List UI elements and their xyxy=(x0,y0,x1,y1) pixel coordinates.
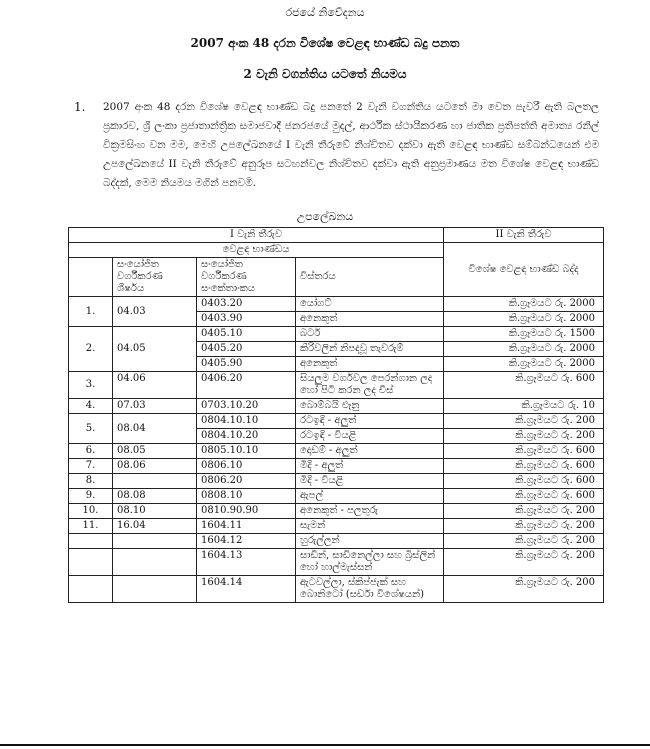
hs-heading xyxy=(113,549,197,576)
hs-heading-header: සංයෝජිත වර්ගීකරණ ශීර්ෂය xyxy=(113,258,197,297)
hs-code: 1604.14 xyxy=(197,576,296,603)
table-row xyxy=(69,504,604,519)
schedule-table xyxy=(68,227,604,603)
annex-title: උපලේඛනය xyxy=(296,210,354,223)
hs-heading: 04.06 xyxy=(113,372,197,399)
column-1-header: I වැනි තීරුව xyxy=(69,228,444,243)
hs-code: 0405.90 xyxy=(197,357,296,372)
hs-heading: 08.08 xyxy=(113,489,197,504)
hs-heading: 07.03 xyxy=(113,399,197,414)
table-row xyxy=(69,297,604,312)
hs-code: 0403.90 xyxy=(197,312,296,327)
row-number: 11. xyxy=(69,519,113,534)
tax-rate: කි.ග්‍රෑමයට රු. 200 xyxy=(444,504,604,519)
hs-code: 0403.20 xyxy=(197,297,296,312)
hs-code: 0703.10.20 xyxy=(197,399,296,414)
hs-code: 1604.13 xyxy=(197,549,296,576)
hs-heading xyxy=(113,474,197,489)
row-number: 10. xyxy=(69,504,113,519)
item-description: යෝගට් xyxy=(296,297,444,312)
item-description: අනෙකුත් xyxy=(296,312,444,327)
hs-code: 0805.10.10 xyxy=(197,444,296,459)
table-row xyxy=(69,549,604,576)
row-number xyxy=(69,549,113,576)
tax-rate: කි.ග්‍රෑමයට රු. 600 xyxy=(444,444,604,459)
item-description: බොම්බයි ළූනු xyxy=(296,399,444,414)
hs-code: 0810.90.90 xyxy=(197,504,296,519)
tax-rate: කි.ග්‍රෑමයට රු. 200 xyxy=(444,534,604,549)
hs-code: 0806.10 xyxy=(197,459,296,474)
item-description: කිරිවලින් නිපදවූ තැවරුම් xyxy=(296,342,444,357)
hs-code: 0808.10 xyxy=(197,489,296,504)
hs-code-header: සංයෝජිත වර්ගීකරණ සංකේතාංකය xyxy=(197,258,296,297)
item-description: රටඉඳි - අලුත් xyxy=(296,414,444,429)
hs-heading: 16.04 xyxy=(113,519,197,534)
row-number: 4. xyxy=(69,399,113,414)
item-description: බටර් xyxy=(296,327,444,342)
item-description: ඇපල් xyxy=(296,489,444,504)
paragraph-text: 2007 අංක 48 දරන විශේෂ වෙළඳ භාණ්ඩ බදු පනතේ 2 වැනි වගන්තිය යටතේ මා වෙත පැවරී ඇති බලතල ප්‍රකාරව, ශ්‍රී ලංකා ප්‍රජාතාන්ත්‍රික සමාජවාදී ජනරජයේ මුදල්, ආර්ථික ස්ථායීකරණ හා ජාතික ප්‍රතිපත්ති අමාත්‍ය රනිල් වික්‍රමසිංහ වන මම, මෙහි උපලේඛනයේ I වැනි තීරුවේ නිශ්චිතව දක්වා ඇති වෙළඳ භාණ්ඩ සම්බන්ධයෙන් එම උපලේඛනයේ II වැනි තීරුවේ අනුරූප සටහන්වල නිශ්චිතව දක්වා ඇති අනුප්‍රමාණය මත විශේෂ වෙළඳ භාණ්ඩ බද්දක්, මෙම නියමය මගින් පනවමි. xyxy=(103,101,599,189)
tax-rate: කි.ග්‍රෑමයට රු. 2000 xyxy=(444,312,604,327)
tax-rate: කි.ග්‍රෑමයට රු. 200 xyxy=(444,414,604,429)
row-number: 8. xyxy=(69,474,113,489)
tax-rate: කි.ග්‍රෑමයට රු. 200 xyxy=(444,576,604,603)
column-2-header: II වැනි තීරුව xyxy=(444,228,604,243)
item-description: හුරුල්ලන් xyxy=(296,534,444,549)
notice-heading: රජයේ නිවේදනය xyxy=(285,6,365,19)
hs-heading xyxy=(113,576,197,603)
hs-code: 0804.10.20 xyxy=(197,429,296,444)
tax-rate: කි.ග්‍රෑමයට රු. 2000 xyxy=(444,342,604,357)
description-header: විස්තරය xyxy=(296,258,444,297)
row-number xyxy=(69,576,113,603)
tax-rate: කි.ග්‍රෑමයට රු. 600 xyxy=(444,474,604,489)
tax-header: විශේෂ වෙළඳ භාණ්ඩ බද්ද xyxy=(444,243,604,297)
row-number: 5. xyxy=(69,414,113,444)
table-row xyxy=(69,372,604,399)
table-row xyxy=(69,459,604,474)
page-bottom-border xyxy=(0,744,650,746)
row-number: 7. xyxy=(69,459,113,474)
hs-code: 0405.20 xyxy=(197,342,296,357)
hs-heading: 08.10 xyxy=(113,504,197,519)
item-description: ඇටවල්ලා, ස්කිප්ජැක් සහ බොනිටෝ (සර්ඩා විශේෂයන්) xyxy=(296,576,444,603)
item-description: සියලුම වර්ගවල පෙරන්ගාන ලද හෝ පිටි කරන ලද චීස් xyxy=(296,372,444,399)
item-description: දොඩම් - අලුත් xyxy=(296,444,444,459)
blank-header-cell xyxy=(69,258,113,297)
hs-heading: 08.05 xyxy=(113,444,197,459)
hs-code: 0804.10.10 xyxy=(197,414,296,429)
hs-code: 0806.20 xyxy=(197,474,296,489)
table-row xyxy=(69,399,604,414)
hs-heading: 04.03 xyxy=(113,297,197,327)
tax-rate: කි.ග්‍රෑමයට රු. 10 xyxy=(444,399,604,414)
item-description: සාඩින්, සාඩිනෙල්ලා සහ බ්‍රිස්ලින් හෝ හාල්මැස්සන් xyxy=(296,549,444,576)
order-title: 2 වැනි වගන්තිය යටතේ නියමය xyxy=(243,67,407,81)
hs-heading: 04.05 xyxy=(113,327,197,372)
tax-rate: කි.ග්‍රෑමයට රු. 600 xyxy=(444,459,604,474)
tax-rate: කි.ග්‍රෑමයට රු. 200 xyxy=(444,549,604,576)
item-description: අනෙකුත් xyxy=(296,357,444,372)
row-number: 9. xyxy=(69,489,113,504)
item-description: රටඉඳි - වියළි xyxy=(296,429,444,444)
row-number: 2. xyxy=(69,327,113,372)
table-row xyxy=(69,474,604,489)
table-row xyxy=(69,489,604,504)
hs-code: 1604.11 xyxy=(197,519,296,534)
table-row xyxy=(69,327,604,342)
hs-heading xyxy=(113,534,197,549)
item-description: මිදි - අලුත් xyxy=(296,459,444,474)
row-number xyxy=(69,534,113,549)
table-row xyxy=(69,414,604,429)
tax-rate: කි.ග්‍රෑමයට රු. 1500 xyxy=(444,327,604,342)
row-number: 6. xyxy=(69,444,113,459)
tax-rate: කි.ග්‍රෑමයට රු. 2000 xyxy=(444,297,604,312)
tax-rate: කි.ග්‍රෑමයට රු. 200 xyxy=(444,429,604,444)
table-row xyxy=(69,534,604,549)
item-description: සැමන් xyxy=(296,519,444,534)
hs-code: 0406.20 xyxy=(197,372,296,399)
act-title: 2007 අංක 48 දරන විශේෂ වෙළඳ භාණ්ඩ බදු පනත xyxy=(190,36,460,50)
item-description: මිදි - වියළි xyxy=(296,474,444,489)
table-row xyxy=(69,519,604,534)
goods-header: වෙළඳ භාණ්ඩය xyxy=(69,243,444,258)
table-row xyxy=(69,444,604,459)
hs-heading: 08.06 xyxy=(113,459,197,474)
row-number: 3. xyxy=(69,372,113,399)
hs-heading: 08.04 xyxy=(113,414,197,444)
hs-code: 0405.10 xyxy=(197,327,296,342)
tax-rate: කි.ග්‍රෑමයට රු. 2000 xyxy=(444,357,604,372)
tax-rate: කි.ග්‍රෑමයට රු. 600 xyxy=(444,489,604,504)
table-row xyxy=(69,576,604,603)
row-number: 1. xyxy=(69,297,113,327)
tax-rate: කි.ග්‍රෑමයට රු. 200 xyxy=(444,519,604,534)
item-description: අනෙකුත් - පලතුරු xyxy=(296,504,444,519)
hs-code: 1604.12 xyxy=(197,534,296,549)
tax-rate: කි.ග්‍රෑමයට රු. 600 xyxy=(444,372,604,399)
paragraph-number: 1. xyxy=(74,100,86,114)
